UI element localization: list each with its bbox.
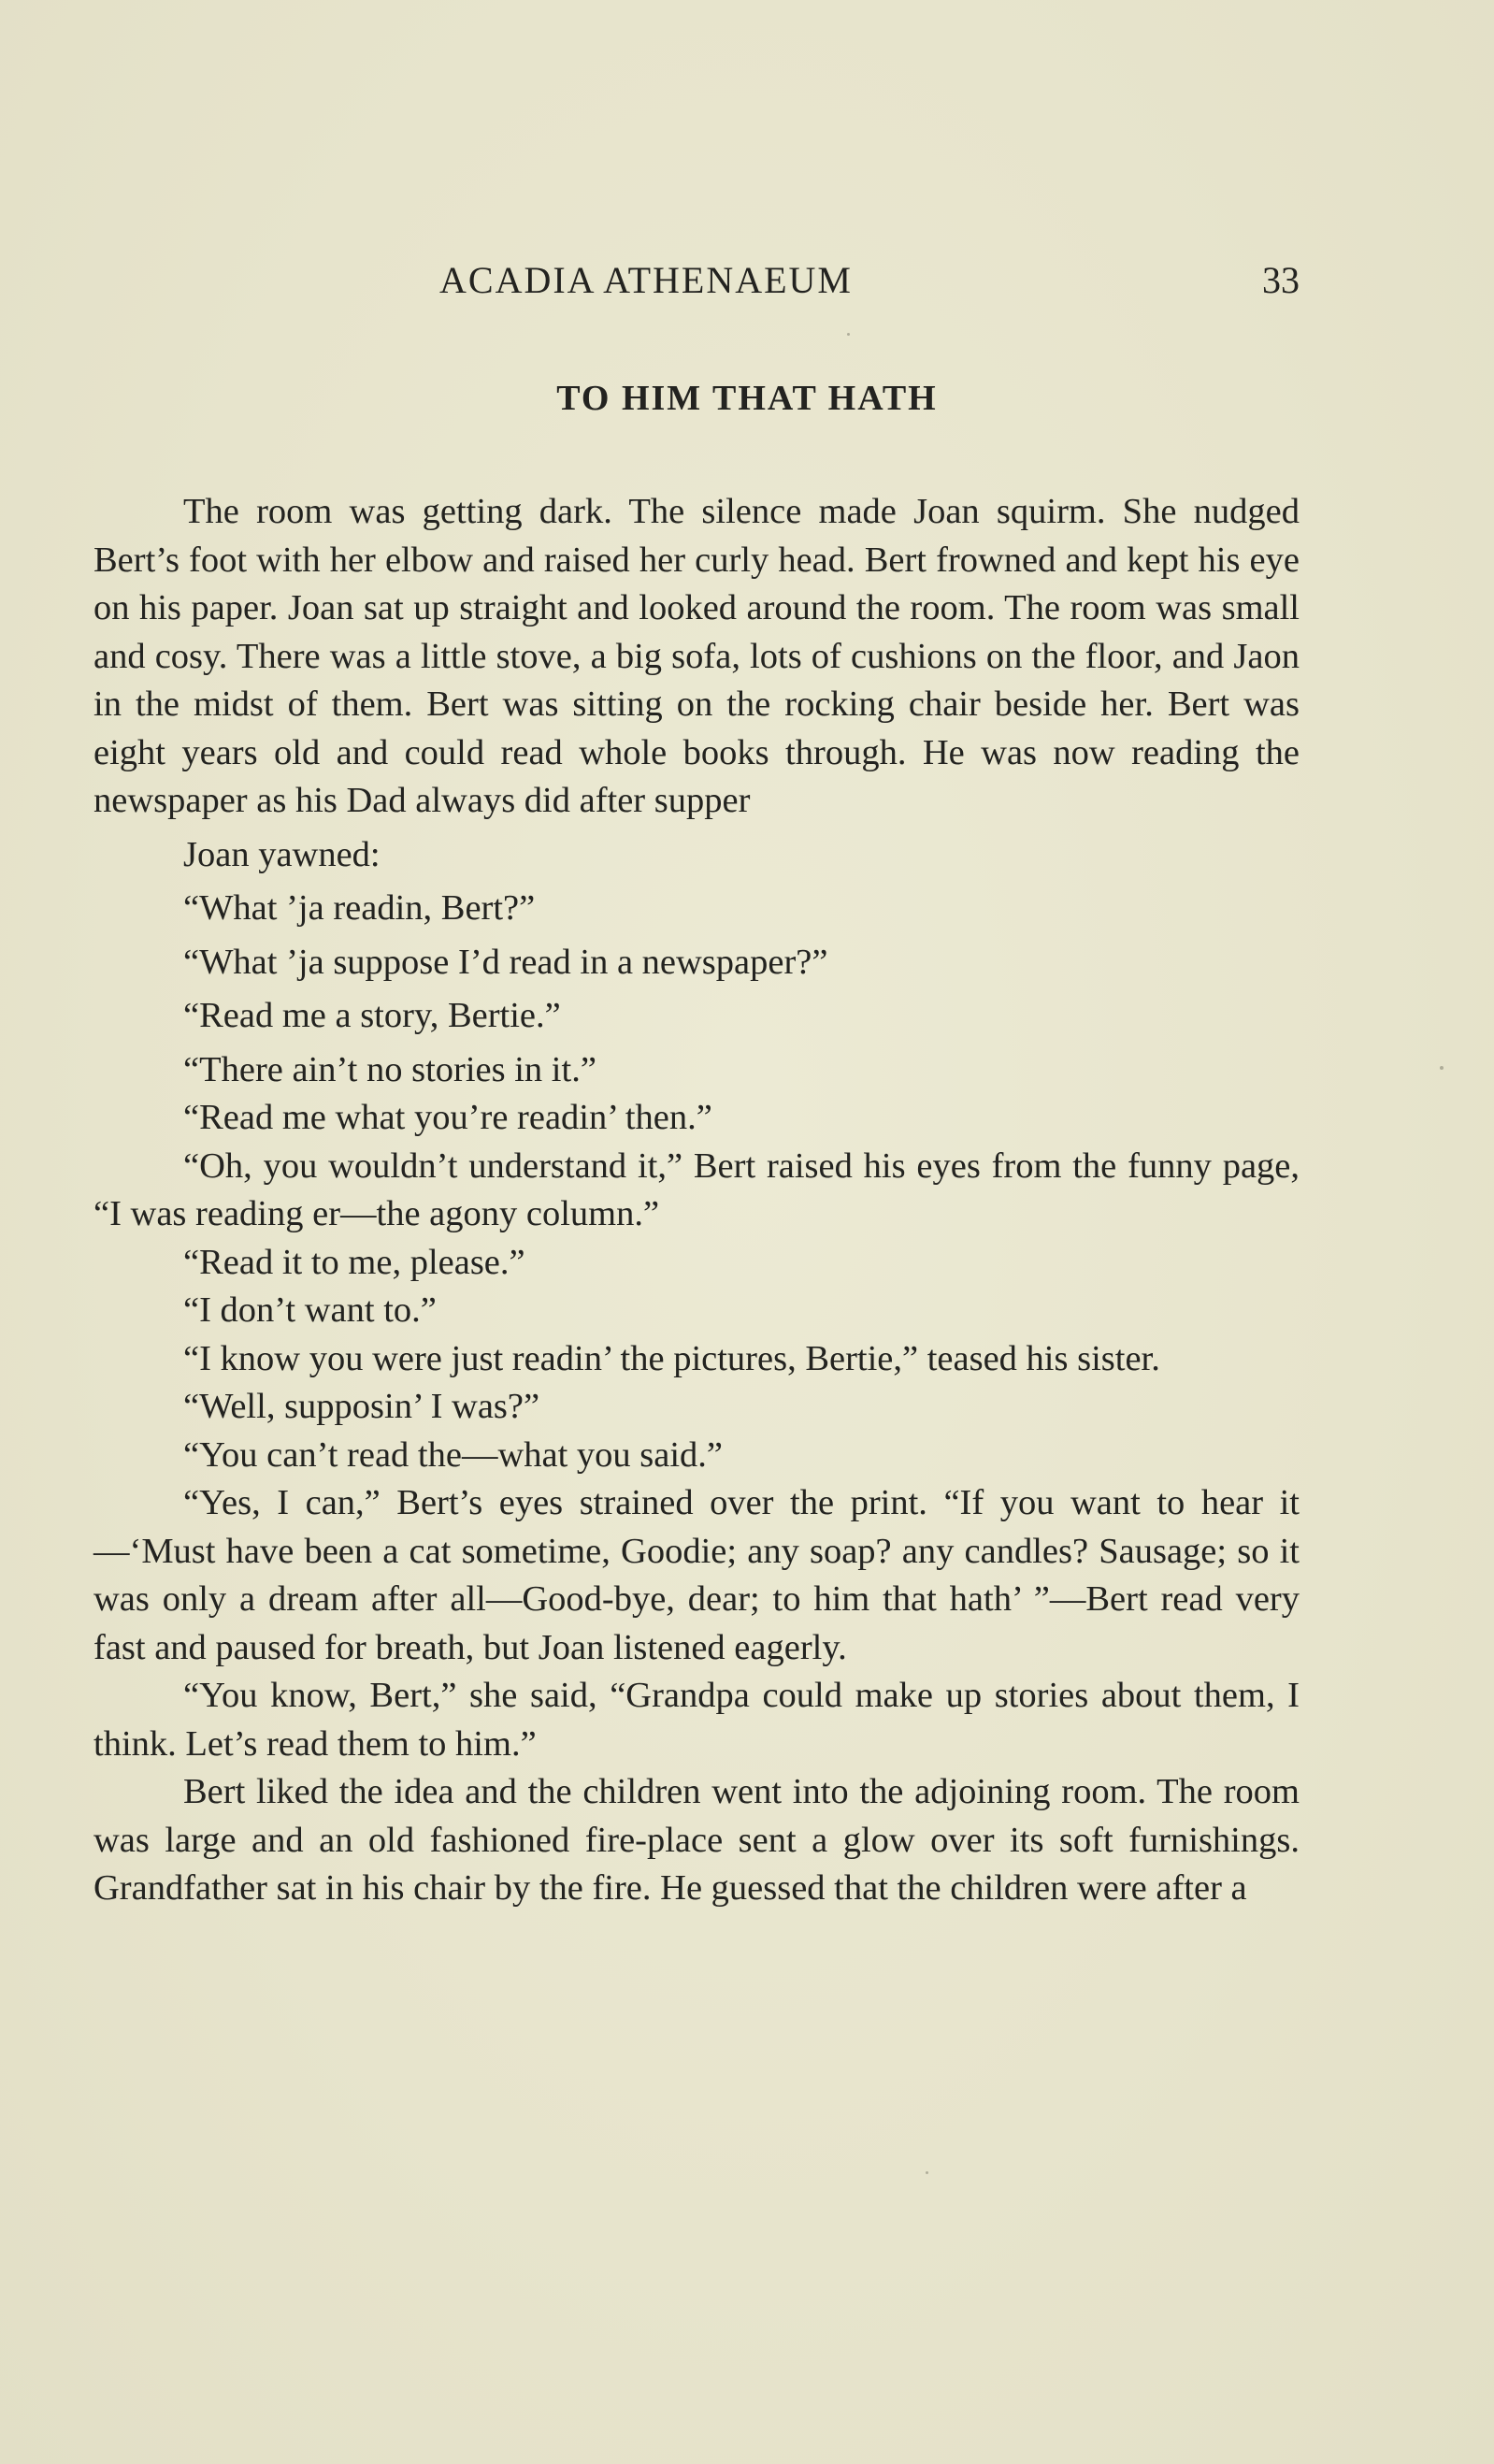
dialogue-line: “Oh, you wouldn’t understand it,” Bert raised his eyes from the funny page, “I was reading er—the agony column.” <box>93 1146 1300 1233</box>
dialogue-line: “There ain’t no stories in it.” <box>183 1049 596 1089</box>
dialogue-line: “Read me a story, Bertie.” <box>183 996 561 1035</box>
running-head: ACADIA ATHENAEUM <box>439 259 853 301</box>
dialogue-line: “What ’ja suppose I’d read in a newspaper?” <box>183 942 828 982</box>
dialogue-line: “Well, supposin’ I was?” <box>183 1387 540 1426</box>
dialogue-line: “What ’ja readin, Bert?” <box>183 888 536 928</box>
dialogue-line: “You know, Bert,” she said, “Grandpa could make up stories about them, I think. Let’s read them to him.” <box>93 1676 1300 1764</box>
story-body <box>93 488 1300 1913</box>
dialogue-line: “Yes, I can,” Bert’s eyes strained over the print. “If you want to hear it—‘Must have been a cat sometime, Goodie; any soap? any candles? Sausage; so it was only a dream after all—Good-bye, dear; to him that hath’ ”—Bert read very fast and paused for breath, but Joan listened eagerly. <box>93 1483 1300 1667</box>
page-number: 33 <box>1262 259 1300 301</box>
paper-speck <box>926 2171 928 2174</box>
paragraph: Joan yawned: <box>183 834 381 874</box>
page-header <box>93 258 1300 314</box>
story-title: TO HIM THAT HATH <box>556 379 938 418</box>
dialogue-line: “You can’t read the—what you said.” <box>183 1434 724 1475</box>
dialogue-line: “Read it to me, please.” <box>183 1242 525 1282</box>
paragraph: Bert liked the idea and the children went into the adjoining room. The room was large and an old fashioned fire-place sent a glow over its soft furnishings. Grandfather sat in his chair by the fire. He guessed that the children were after a <box>93 1772 1300 1908</box>
paper-speck <box>1440 1066 1444 1070</box>
paragraph: The room was getting dark. The silence made Joan squirm. She nudged Bert’s foot with her elbow and raised her curly head. Bert frowned and kept his eye on his paper. Joan sat up straight and looked around the room. The room was small and cosy. There was a little stove, a big sofa, lots of cushions on the floor, and Jaon in the midst of them. Bert was sitting on the rocking chair beside her. Bert was eight years old and could read whole books through. He was now reading the newspaper as his Dad always did after supper <box>93 492 1300 820</box>
dialogue-line: “Read me what you’re readin’ then.” <box>183 1098 712 1137</box>
dialogue-line: “I know you were just readin’ the pictures, Bertie,” teased his sister. <box>183 1338 1160 1378</box>
dialogue-line: “I don’t want to.” <box>183 1290 437 1330</box>
paper-speck <box>847 333 850 336</box>
